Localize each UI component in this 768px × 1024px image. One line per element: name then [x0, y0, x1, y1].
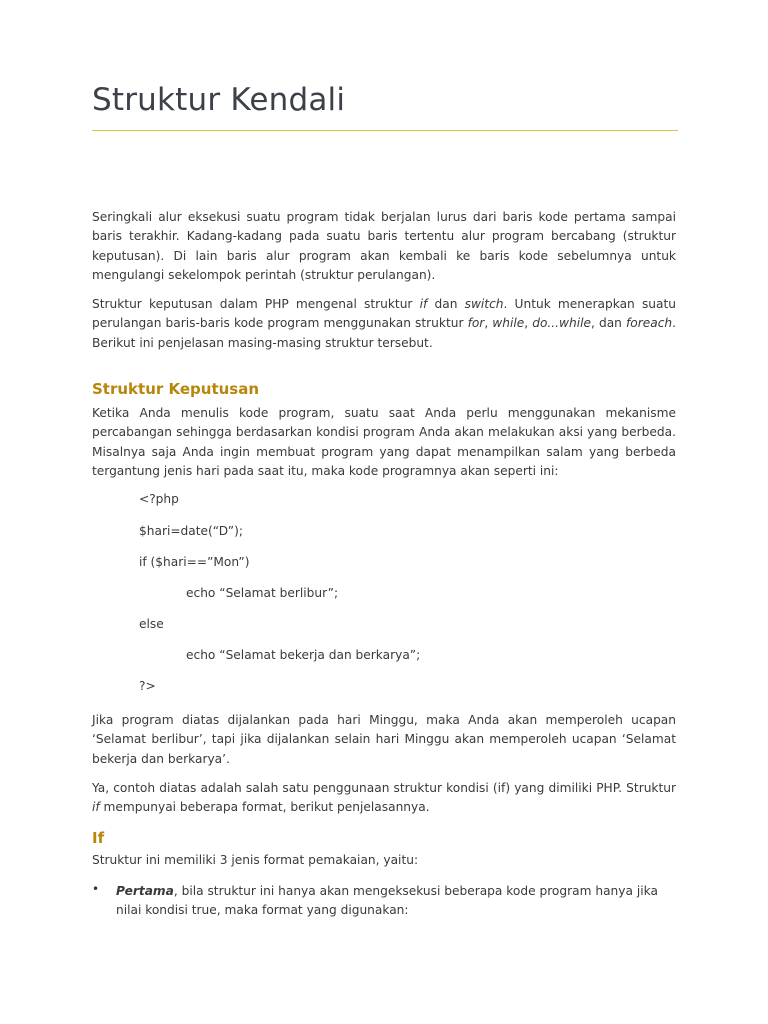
keyword-foreach: foreach	[625, 316, 673, 331]
code-line: $hari=date(“D”);	[139, 524, 243, 538]
code-line: echo “Selamat berlibur”;	[186, 586, 339, 600]
text-segment: ,	[484, 316, 493, 331]
bullet-icon: •	[92, 882, 100, 896]
if-intro-paragraph: Struktur ini memiliki 3 jenis format pemakaian, yaitu:	[92, 853, 419, 867]
title-underline	[92, 130, 678, 131]
heading-if: If	[92, 829, 105, 847]
example-paragraph	[92, 779, 676, 818]
text-segment: . Berikut ini penjelasan masing-masing struktur tersebut.	[92, 316, 677, 350]
keyword-if: if	[419, 297, 428, 311]
bullet-lead: Pertama	[116, 884, 174, 898]
keyword-if: if	[92, 800, 100, 815]
text-segment: Ya, contoh diatas adalah salah satu penggunaan struktur kondisi (if) yang dimiliki PHP. Struktur	[92, 781, 676, 795]
result-paragraph: Jika program diatas dijalankan pada hari Minggu, maka Anda akan memperoleh ucapan ‘Selamat berlibur’, tapi jika dijalankan selain hari Minggu akan memperoleh ucapan ‘Selamat bekerja dan berkarya’.	[92, 713, 676, 766]
code-line: else	[139, 617, 164, 631]
intro-paragraph: Seringkali alur eksekusi suatu program tidak berjalan lurus dari baris kode pertama sampai baris terakhir. Kadang-kadang pada suatu baris tertentu alur program bercabang (struktur keputusan). Di lain baris alur program akan kembali ke baris kode sebelumnya untuk mengulangi sekelompok perintah (struktur perulangan).	[92, 210, 676, 283]
text-segment: dan	[427, 297, 465, 311]
keyword-for: for	[467, 316, 485, 331]
keyword-while: while	[492, 316, 525, 331]
text-segment: ,	[524, 316, 533, 331]
code-line: if ($hari==”Mon”)	[139, 555, 250, 569]
text-segment: , dan	[591, 316, 626, 331]
keyword-do-while: do...while	[532, 316, 592, 331]
text-segment: . Untuk menerapkan suatu perulangan baris-baris kode program menggunakan struktur	[92, 297, 676, 331]
text-segment: Struktur keputusan dalam PHP mengenal struktur	[92, 297, 420, 311]
structures-paragraph	[92, 295, 676, 353]
keyword-switch: switch	[464, 297, 504, 311]
code-line: echo “Selamat bekerja dan berkarya”;	[186, 648, 421, 662]
text-segment: mempunyai beberapa format, berikut penjelasannya.	[99, 800, 430, 815]
keputusan-paragraph: Ketika Anda menulis kode program, suatu saat Anda perlu menggunakan mekanisme percabangan sehingga berdasarkan kondisi program Anda akan melakukan aksi yang berbeda. Misalnya saja Anda ingin membuat program yang dapat menampilkan salam yang berbeda tergantung jenis hari pada saat itu, maka kode programnya akan seperti ini:	[92, 406, 676, 479]
code-line: <?php	[139, 492, 179, 506]
code-line: ?>	[139, 679, 156, 693]
bullet-text	[116, 882, 676, 921]
heading-struktur-keputusan: Struktur Keputusan	[92, 380, 260, 398]
text-segment: , bila struktur ini hanya akan mengeksekusi beberapa kode program hanya jika nilai kondisi true, maka format yang digunakan:	[116, 884, 658, 918]
page-title: Struktur Kendali	[92, 82, 346, 118]
